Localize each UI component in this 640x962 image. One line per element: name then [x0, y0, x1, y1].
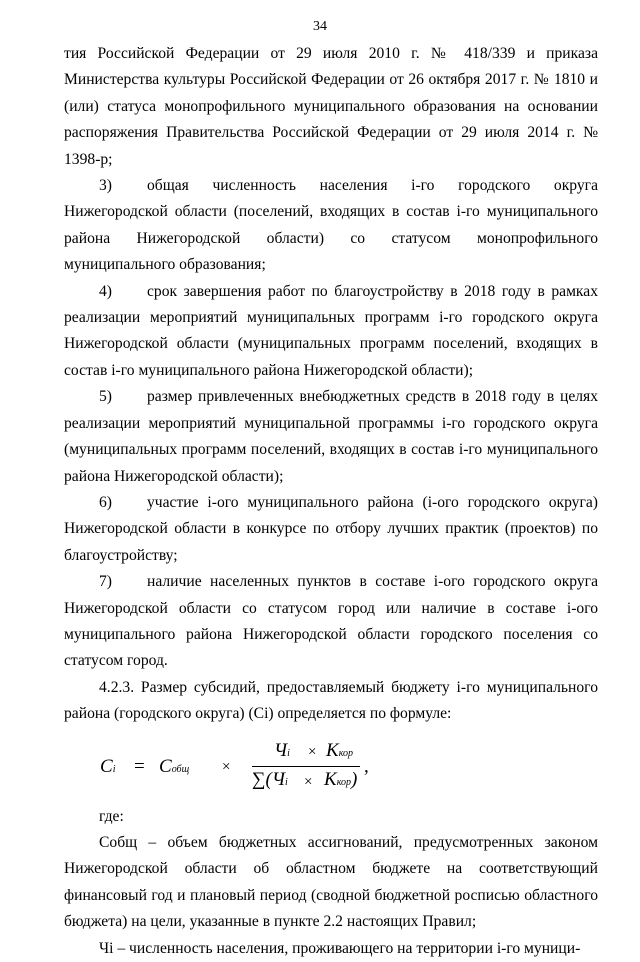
formula-times: × — [222, 758, 231, 775]
definition-ch: Чi – численность населения, проживающего на территории i-го муници- — [99, 939, 581, 957]
list-number: 5) — [99, 388, 112, 406]
page-number: 34 — [313, 19, 327, 34]
subsidy-formula — [64, 734, 598, 800]
list-text: срок завершения работ по благоустройству в 2018 году в рамках реализации мероприятий муниципальных программ i-го городского округа Нижегородской области (муниципальных программ поселений, входящих в состав i-го муниципального района Нижегородской области); — [64, 282, 598, 379]
list-item-3 — [64, 173, 598, 279]
document-body — [64, 41, 598, 962]
formula-numerator-ch: Чi — [274, 739, 290, 761]
list-text: общая численность населения i-го городского округа Нижегородской области (поселений, входящих в состав i-го муниципального района Нижегородской области) со статусом монопрофильного муниципального образования; — [64, 177, 598, 274]
list-item-6 — [64, 490, 598, 569]
formula-c-total: Cобщ — [159, 755, 190, 777]
formula-denominator-times: × — [304, 773, 313, 790]
formula-numerator-times: × — [308, 743, 317, 760]
paragraph: тия Российской Федерации от 29 июля 2010 г. № 418/339 и приказа Министерства культуры Российской Федерации от 26 октября 2017 г. № 1810 и (или) статуса монопрофильного муниципального образования на основании распоряжения Правительства Российской Федерации от 29 июля 2014 г. № 1398-р; — [64, 45, 598, 168]
definition-c-total: Cобщ – объем бюджетных ассигнований, предусмотренных законом Нижегородской области об областном бюджете на соответствующий финансовый год и плановый период (сводной бюджетной росписью областного бюджета) на цели, указанные в пункте 2.2 настоящих Правил; — [64, 833, 598, 931]
section-paragraph-4-2-3: 4.2.3. Размер субсидий, предоставляемый бюджету i-го муниципального района (городского округа) (Ci) определяется по формуле: — [64, 678, 598, 723]
list-text: наличие населенных пунктов в составе i-ого городского округа Нижегородской области со статусом город или наличие в составе i-ого муниципального района Нижегородской области городского поселения со статусом город. — [64, 573, 598, 670]
list-text: размер привлеченных внебюджетных средств в 2018 году в целях реализации мероприятий муниципальной программы i-го городского округа (муниципальных программ поселений, входящих в состав i-го муниципального района Нижегородской области); — [64, 388, 598, 485]
list-item-7 — [64, 569, 598, 675]
formula-denominator-k: Kкор) — [324, 768, 358, 790]
list-number: 4) — [99, 282, 112, 300]
list-number: 7) — [99, 573, 112, 591]
list-number: 3) — [99, 177, 112, 195]
list-text: участие i-ого муниципального района (i-ого городского округа) Нижегородской области в конкурсе по отбору лучших практик (проектов) по благоустройству; — [64, 493, 598, 564]
list-number: 6) — [99, 493, 112, 511]
list-item-5 — [64, 384, 598, 490]
list-item-4 — [64, 279, 598, 385]
formula-denominator-ch: ∑(Чi — [252, 768, 288, 790]
formula-comma: , — [364, 755, 369, 777]
where-label: где: — [99, 807, 124, 825]
formula-numerator-k: Kкор — [326, 739, 353, 761]
formula-lhs: Ci — [100, 755, 116, 777]
formula-equals: = — [134, 755, 145, 777]
